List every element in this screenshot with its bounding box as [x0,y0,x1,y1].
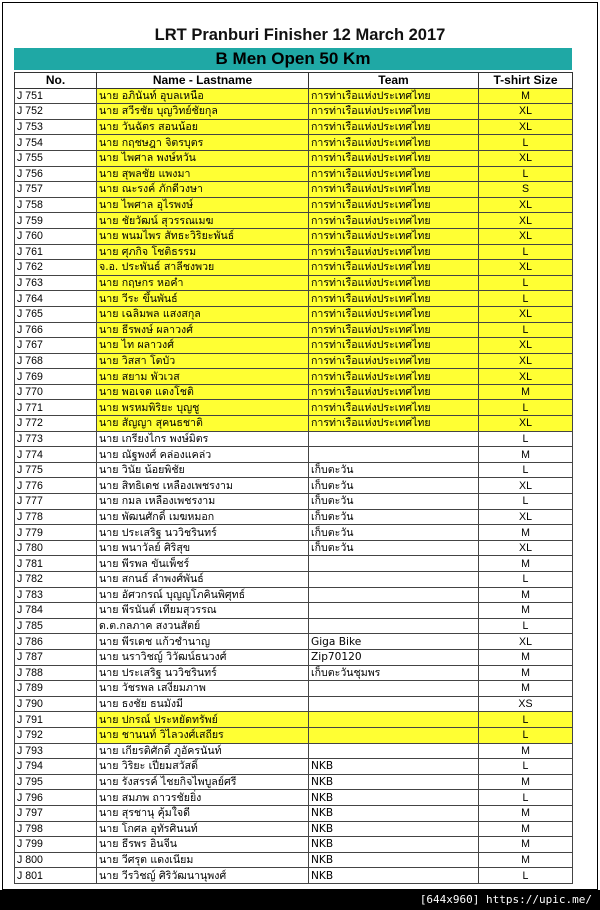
cell-name: นาย รังสรรค์ ไชยกิจไพบูลย์ศรี [97,774,309,790]
cell-tshirt-size: XL [479,416,573,432]
cell-name: นาย ศุภกิจ โชติธรรม [97,244,309,260]
table-row [15,587,573,603]
cell-bib-number: J 761 [15,244,97,260]
table-row [15,322,573,338]
table-row [15,338,573,354]
cell-team: การท่าเรือแห่งประเทศไทย [309,135,479,151]
cell-bib-number: J 794 [15,759,97,775]
cell-tshirt-size: S [479,182,573,198]
cell-team: NKB [309,837,479,853]
cell-name: นาย วีศรุต แดงเนียม [97,852,309,868]
cell-bib-number: J 770 [15,384,97,400]
cell-team: เก็บตะวันชุมพร [309,665,479,681]
cell-bib-number: J 763 [15,275,97,291]
cell-tshirt-size: L [479,244,573,260]
cell-name: นาย วีระ ขึ้นพันธ์ [97,291,309,307]
cell-team: NKB [309,821,479,837]
cell-bib-number: J 773 [15,431,97,447]
cell-name: นาย วัชรพล เสงี่ยมภาพ [97,681,309,697]
cell-bib-number: J 791 [15,712,97,728]
cell-team: การท่าเรือแห่งประเทศไทย [309,384,479,400]
cell-bib-number: J 783 [15,587,97,603]
header-team: Team [309,73,479,89]
cell-tshirt-size: M [479,556,573,572]
table-row [15,805,573,821]
table-row [15,603,573,619]
table-row [15,104,573,120]
cell-bib-number: J 781 [15,556,97,572]
cell-bib-number: J 790 [15,696,97,712]
cell-team [309,572,479,588]
cell-name: นาย เกียรติศักดิ์ ภูอัครนันท์ [97,743,309,759]
cell-team: การท่าเรือแห่งประเทศไทย [309,182,479,198]
cell-bib-number: J 777 [15,494,97,510]
cell-tshirt-size: L [479,790,573,806]
table-row [15,727,573,743]
cell-team [309,727,479,743]
table-row [15,509,573,525]
cell-team: NKB [309,790,479,806]
cell-name: นาย อภินันท์ อุบลเหนือ [97,88,309,104]
cell-name: นาย วินัย น้อยพิชัย [97,462,309,478]
cell-name: นาย สิทธิเดช เหลืองเพชรงาม [97,478,309,494]
cell-name: นาย พีรเดช แก้วชำนาญ [97,634,309,650]
cell-name: นาย วันฉัตร สอนน้อย [97,119,309,135]
table-row [15,306,573,322]
cell-name: จ.อ. ประพันธ์ สาลีชงพวย [97,260,309,276]
cell-tshirt-size: XL [479,353,573,369]
table-row [15,384,573,400]
cell-team [309,696,479,712]
cell-tshirt-size: XL [479,104,573,120]
cell-team [309,681,479,697]
table-row [15,821,573,837]
cell-tshirt-size: XL [479,306,573,322]
cell-name: นาย ไท ผลาวงศ์ [97,338,309,354]
cell-tshirt-size: XL [479,119,573,135]
cell-team [309,743,479,759]
cell-bib-number: J 756 [15,166,97,182]
cell-bib-number: J 766 [15,322,97,338]
cell-team: การท่าเรือแห่งประเทศไทย [309,260,479,276]
cell-name: นาย ชานนท์ วิไลวงศ์เสถียร [97,727,309,743]
table-row [15,353,573,369]
cell-tshirt-size: L [479,727,573,743]
cell-team: การท่าเรือแห่งประเทศไทย [309,369,479,385]
cell-bib-number: J 757 [15,182,97,198]
cell-name: นาย กมล เหลืองเพชรงาม [97,494,309,510]
table-row [15,244,573,260]
cell-tshirt-size: XS [479,696,573,712]
cell-team [309,603,479,619]
cell-team: การท่าเรือแห่งประเทศไทย [309,88,479,104]
cell-tshirt-size: L [479,275,573,291]
cell-team: NKB [309,805,479,821]
table-row [15,494,573,510]
cell-team: เก็บตะวัน [309,540,479,556]
table-row [15,525,573,541]
cell-team: การท่าเรือแห่งประเทศไทย [309,416,479,432]
cell-tshirt-size: M [479,852,573,868]
table-row [15,135,573,151]
table-row [15,213,573,229]
cell-name: นาย พรหมพิริยะ บุญชู [97,400,309,416]
table-row [15,572,573,588]
cell-tshirt-size: XL [479,369,573,385]
cell-tshirt-size: M [479,665,573,681]
table-row [15,790,573,806]
cell-bib-number: J 789 [15,681,97,697]
cell-name: นาย พนมไพร สัทธะวิริยะพันธ์ [97,228,309,244]
cell-name: นาย พีรนันต์ เทียมสุวรรณ [97,603,309,619]
cell-bib-number: J 765 [15,306,97,322]
cell-bib-number: J 753 [15,119,97,135]
cell-tshirt-size: M [479,384,573,400]
cell-bib-number: J 767 [15,338,97,354]
cell-name: นาย ประเสริฐ นววิชรินทร์ [97,665,309,681]
cell-name: นาย ธีรพร อินจีน [97,837,309,853]
table-row [15,400,573,416]
cell-tshirt-size: M [479,821,573,837]
cell-tshirt-size: L [479,572,573,588]
cell-name: นาย สวีรชัย บุญวิทย์ชัยกุล [97,104,309,120]
table-row [15,260,573,276]
cell-tshirt-size: XL [479,509,573,525]
cell-tshirt-size: M [479,88,573,104]
cell-bib-number: J 759 [15,213,97,229]
cell-team: การท่าเรือแห่งประเทศไทย [309,322,479,338]
table-row [15,649,573,665]
table-row [15,166,573,182]
watermark-bar [0,890,600,910]
cell-bib-number: J 799 [15,837,97,853]
cell-team: การท่าเรือแห่งประเทศไทย [309,353,479,369]
cell-team: เก็บตะวัน [309,478,479,494]
header-size: T-shirt Size [479,73,573,89]
cell-team [309,587,479,603]
table-row [15,447,573,463]
table-row [15,712,573,728]
table-row [15,197,573,213]
cell-name: นาย ปกรณ์ ประหยัดทรัพย์ [97,712,309,728]
cell-bib-number: J 758 [15,197,97,213]
cell-tshirt-size: L [479,322,573,338]
cell-bib-number: J 780 [15,540,97,556]
cell-tshirt-size: L [479,712,573,728]
cell-name: นาย เกรียงไกร พงษ์มิตร [97,431,309,447]
cell-name: นาย ไพศาล อุไรพงษ์ [97,197,309,213]
cell-team: NKB [309,774,479,790]
cell-bib-number: J 797 [15,805,97,821]
table-row [15,774,573,790]
cell-tshirt-size: L [479,759,573,775]
cell-team [309,618,479,634]
cell-team: การท่าเรือแห่งประเทศไทย [309,104,479,120]
cell-bib-number: J 764 [15,291,97,307]
cell-tshirt-size: M [479,649,573,665]
cell-team: เก็บตะวัน [309,462,479,478]
cell-name: นาย ไพศาล พงษ์หวัน [97,150,309,166]
cell-tshirt-size: L [479,618,573,634]
cell-name: นาย สมภพ ถาวรชัยยิ่ง [97,790,309,806]
cell-name: ด.ต.กลภาค สงวนสัตย์ [97,618,309,634]
finisher-table [14,72,573,884]
cell-name: นาย สุพลชัย แพงมา [97,166,309,182]
table-row [15,759,573,775]
table-row [15,416,573,432]
table-row [15,540,573,556]
cell-bib-number: J 776 [15,478,97,494]
cell-team: การท่าเรือแห่งประเทศไทย [309,244,479,260]
cell-name: นาย กฤษกร หอคำ [97,275,309,291]
cell-team: การท่าเรือแห่งประเทศไทย [309,228,479,244]
cell-tshirt-size: M [479,681,573,697]
cell-bib-number: J 784 [15,603,97,619]
cell-bib-number: J 801 [15,868,97,884]
cell-tshirt-size: M [479,805,573,821]
cell-name: นาย ชัยวัฒน์ สุวรรณเมฆ [97,213,309,229]
cell-bib-number: J 787 [15,649,97,665]
table-body [15,88,573,883]
cell-tshirt-size: M [479,525,573,541]
cell-name: นาย ประเสริฐ นววิชรินทร์ [97,525,309,541]
cell-team: เก็บตะวัน [309,494,479,510]
table-row [15,743,573,759]
cell-bib-number: J 798 [15,821,97,837]
cell-bib-number: J 779 [15,525,97,541]
cell-name: นาย สยาม พัวเวส [97,369,309,385]
cell-tshirt-size: XL [479,634,573,650]
cell-name: นาย พอเจต แดงโชติ [97,384,309,400]
cell-tshirt-size: XL [479,213,573,229]
cell-name: นาย นราวิชญ์ วิวัฒน์ธนวงศ์ [97,649,309,665]
cell-bib-number: J 786 [15,634,97,650]
cell-name: นาย เฉลิมพล แสงสกุล [97,306,309,322]
cell-team: Zip70120 [309,649,479,665]
category-banner: B Men Open 50 Km [14,48,572,70]
cell-name: นาย ธีรพงษ์ ผลาวงศ์ [97,322,309,338]
cell-tshirt-size: XL [479,540,573,556]
cell-bib-number: J 751 [15,88,97,104]
table-row [15,681,573,697]
table-row [15,228,573,244]
cell-tshirt-size: L [479,462,573,478]
cell-team [309,556,479,572]
cell-team: NKB [309,868,479,884]
cell-team: การท่าเรือแห่งประเทศไทย [309,166,479,182]
cell-tshirt-size: L [479,166,573,182]
header-no: No. [15,73,97,89]
cell-tshirt-size: M [479,837,573,853]
table-row [15,665,573,681]
cell-bib-number: J 795 [15,774,97,790]
cell-bib-number: J 769 [15,369,97,385]
cell-tshirt-size: M [479,587,573,603]
cell-bib-number: J 800 [15,852,97,868]
cell-name: นาย ณะรงค์ ภักดีวงษา [97,182,309,198]
cell-team [309,447,479,463]
watermark-text: [644x960] https://upic.me/ [419,893,592,906]
cell-name: นาย สุรชานุ คุ้มใจดี [97,805,309,821]
cell-bib-number: J 760 [15,228,97,244]
cell-bib-number: J 796 [15,790,97,806]
cell-name: นาย วีรวิชญ์ ศิริวัฒนานุพงศ์ [97,868,309,884]
cell-tshirt-size: XL [479,260,573,276]
table-row [15,852,573,868]
table-row [15,868,573,884]
table-row [15,696,573,712]
cell-team [309,712,479,728]
table-row [15,150,573,166]
cell-bib-number: J 772 [15,416,97,432]
cell-team [309,431,479,447]
cell-team: NKB [309,852,479,868]
table-row [15,119,573,135]
cell-team: การท่าเรือแห่งประเทศไทย [309,400,479,416]
cell-bib-number: J 782 [15,572,97,588]
cell-bib-number: J 775 [15,462,97,478]
table-row [15,618,573,634]
cell-team: การท่าเรือแห่งประเทศไทย [309,150,479,166]
cell-tshirt-size: M [479,743,573,759]
cell-tshirt-size: L [479,135,573,151]
cell-tshirt-size: L [479,494,573,510]
cell-name: นาย อัศวกรณ์ บุญญโภคินพิศุทธ์ [97,587,309,603]
cell-team: NKB [309,759,479,775]
cell-team: การท่าเรือแห่งประเทศไทย [309,291,479,307]
cell-name: นาย สกนธ์ ลำพงศ์พันธ์ [97,572,309,588]
header-name: Name - Lastname [97,73,309,89]
cell-tshirt-size: XL [479,338,573,354]
cell-team: การท่าเรือแห่งประเทศไทย [309,338,479,354]
cell-team: การท่าเรือแห่งประเทศไทย [309,213,479,229]
cell-bib-number: J 762 [15,260,97,276]
cell-tshirt-size: L [479,400,573,416]
cell-tshirt-size: XL [479,228,573,244]
cell-team: เก็บตะวัน [309,525,479,541]
cell-tshirt-size: XL [479,478,573,494]
table-row [15,556,573,572]
cell-bib-number: J 754 [15,135,97,151]
cell-bib-number: J 788 [15,665,97,681]
cell-team: การท่าเรือแห่งประเทศไทย [309,306,479,322]
table-row [15,291,573,307]
cell-name: นาย พัฒนศักดิ์ เมฆหมอก [97,509,309,525]
cell-tshirt-size: XL [479,197,573,213]
cell-bib-number: J 771 [15,400,97,416]
cell-bib-number: J 792 [15,727,97,743]
table-row [15,275,573,291]
cell-name: นาย วิริยะ เปี่ยมสวัสดิ์ [97,759,309,775]
cell-tshirt-size: M [479,603,573,619]
cell-bib-number: J 768 [15,353,97,369]
cell-bib-number: J 774 [15,447,97,463]
cell-team: การท่าเรือแห่งประเทศไทย [309,119,479,135]
cell-tshirt-size: L [479,868,573,884]
cell-bib-number: J 752 [15,104,97,120]
cell-name: นาย ธงชัย ธนมังมี [97,696,309,712]
cell-name: นาย พีรพล ขันเพ็ชร์ [97,556,309,572]
cell-tshirt-size: M [479,447,573,463]
cell-name: นาย ณัฐพงศ์ คล่องแคล่ว [97,447,309,463]
table-row [15,837,573,853]
cell-bib-number: J 793 [15,743,97,759]
table-row [15,478,573,494]
table-row [15,88,573,104]
cell-team: Giga Bike [309,634,479,650]
cell-team: การท่าเรือแห่งประเทศไทย [309,275,479,291]
cell-name: นาย โกศล อุทัรศินนท์ [97,821,309,837]
cell-name: นาย พนาวัลย์ ศิริสุข [97,540,309,556]
table-header-row [15,73,573,89]
cell-tshirt-size: L [479,431,573,447]
cell-bib-number: J 778 [15,509,97,525]
document-title: LRT Pranburi Finisher 12 March 2017 [154,26,446,44]
cell-bib-number: J 785 [15,618,97,634]
table-row [15,431,573,447]
table-row [15,634,573,650]
cell-name: นาย กฤชษฎา จิตรบุตร [97,135,309,151]
cell-tshirt-size: XL [479,150,573,166]
table-row [15,369,573,385]
cell-name: นาย วิสสา โตบัว [97,353,309,369]
cell-team: เก็บตะวัน [309,509,479,525]
cell-bib-number: J 755 [15,150,97,166]
cell-tshirt-size: M [479,774,573,790]
cell-name: นาย สัญญา สุคนธชาติ [97,416,309,432]
table-row [15,182,573,198]
table-row [15,462,573,478]
cell-tshirt-size: L [479,291,573,307]
cell-team: การท่าเรือแห่งประเทศไทย [309,197,479,213]
